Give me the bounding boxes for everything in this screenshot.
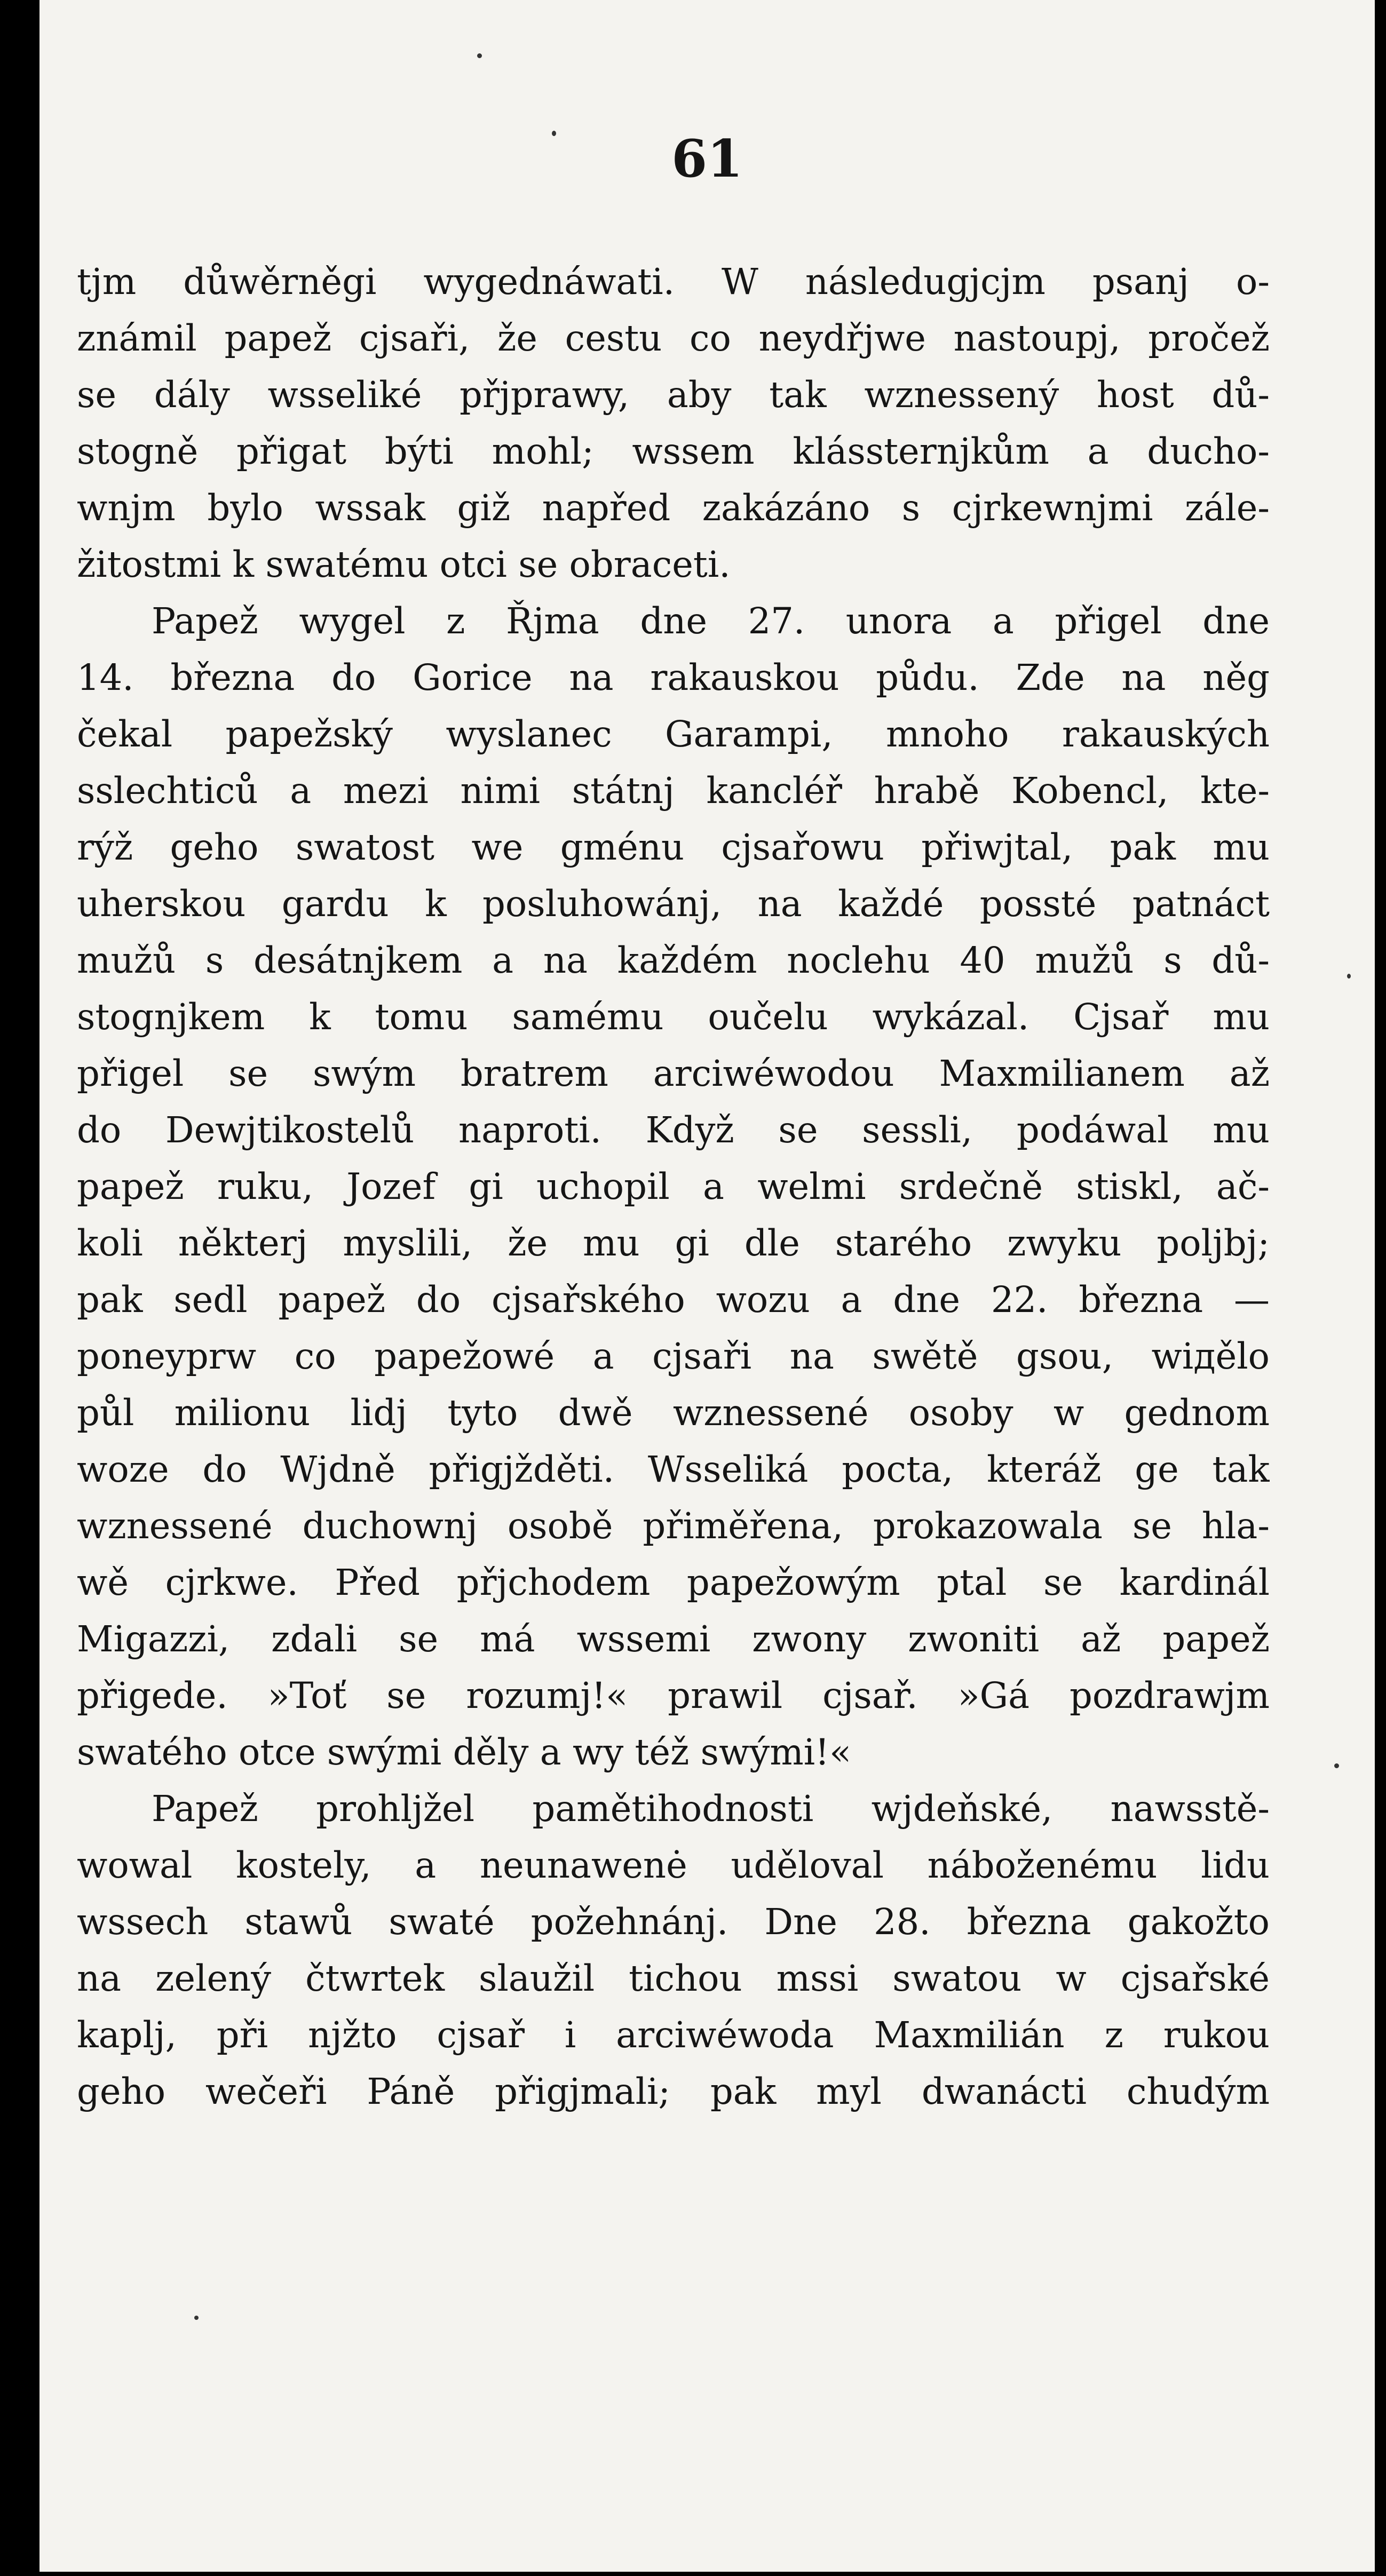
text-line: do Dewjtikostelů naproti. Když se sessli, podáwal mu: [77, 1109, 1270, 1151]
text-line: uherskou gardu k posluhowánj, na každé possté patnáct: [77, 883, 1270, 925]
ink-speck: [477, 53, 482, 58]
text-line: Papež wygel z Řjma dne 27. unora a přigel dne: [152, 600, 1270, 642]
text-line: rýž geho swatost we gménu cjsařowu přiwjtal, pak mu: [77, 826, 1270, 868]
text-line: půl milionu lidj tyto dwě wznessené osoby w gednom: [77, 1392, 1270, 1434]
text-line: wznessené duchownj osobě přiměřena, prokazowala se hla-: [77, 1505, 1270, 1547]
text-line: swatého otce swými děly a wy též swými!«: [77, 1731, 852, 1773]
book-page: [39, 0, 1375, 2572]
text-line: wowal kostely, a neunawenė uděloval náboženému lidu: [77, 1844, 1270, 1886]
ink-speck: [1347, 974, 1351, 979]
text-line: kaplj, při njžto cjsař i arciwéwoda Maxmilián z rukou: [77, 2014, 1270, 2056]
text-line: tjm důwěrněgi wygednáwati. W následugjcjm psanj o-: [77, 261, 1270, 303]
text-line: wě cjrkwe. Před přjchodem papežowým ptal se kardinál: [77, 1562, 1270, 1603]
text-line: koli některj myslili, že mu gi dle starého zwyku poljbj;: [77, 1222, 1270, 1264]
ink-speck: [1334, 1763, 1339, 1768]
text-line: na zelený čtwrtek slaužil tichou mssi swatou w cjsařské: [77, 1958, 1270, 1999]
text-line: známil papež cjsaři, že cestu co neydřjwe nastoupj, pročež: [77, 317, 1270, 359]
text-line: stognjkem k tomu samému oučelu wykázal. Cjsař mu: [77, 996, 1270, 1038]
text-line: sslechticů a mezi nimi státnj kancléř hrabě Kobencl, kte-: [77, 770, 1270, 812]
text-line: přigede. »Toť se rozumj!« prawil cjsař. »Gá pozdrawjm: [77, 1675, 1270, 1716]
text-line: 14. března do Gorice na rakauskou půdu. Zde na něg: [77, 657, 1270, 698]
text-line: žitostmi k swatému otci se obraceti.: [77, 544, 731, 585]
text-line: pak sedl papež do cjsařského wozu a dne 22. března —: [77, 1279, 1270, 1321]
text-line: přigel se swým bratrem arciwéwodou Maxmilianem až: [77, 1053, 1270, 1094]
text-line: geho wečeři Páně přigjmali; pak myl dwanácti chudým: [77, 2071, 1270, 2112]
body-text: [77, 253, 1270, 2120]
text-line: se dály wsseliké přjprawy, aby tak wznessený host dů-: [77, 374, 1270, 416]
page-number: 61: [671, 129, 743, 189]
text-line: Migazzi, zdali se má wssemi zwony zwoniti až papež: [77, 1618, 1270, 1660]
text-line: stogně přigat býti mohl; wssem klássternjkům a ducho-: [77, 431, 1270, 472]
text-line: woze do Wjdně přigjžděti. Wsseliká pocta, kteráž ge tak: [77, 1449, 1270, 1490]
text-line: wssech stawů swaté požehnánj. Dne 28. března gakožto: [77, 1901, 1270, 1943]
text-line: papež ruku, Jozef gi uchopil a welmi srdečně stiskl, ač-: [77, 1166, 1270, 1207]
text-line: wnjm bylo wssak giž napřed zakázáno s cjrkewnjmi zále-: [77, 487, 1270, 529]
text-line: mužů s desátnjkem a na každém noclehu 40 mužů s dů-: [77, 940, 1270, 981]
text-line: poneyprw co papežowé a cjsaři na swětě gsou, wiдělo: [77, 1335, 1270, 1377]
ink-speck: [194, 2316, 199, 2320]
text-line: čekal papežský wyslanec Garampi, mnoho rakauských: [77, 713, 1270, 755]
text-line: Papež prohljžel pamětihodnosti wjdeňské, nawsstě-: [152, 1788, 1270, 1830]
